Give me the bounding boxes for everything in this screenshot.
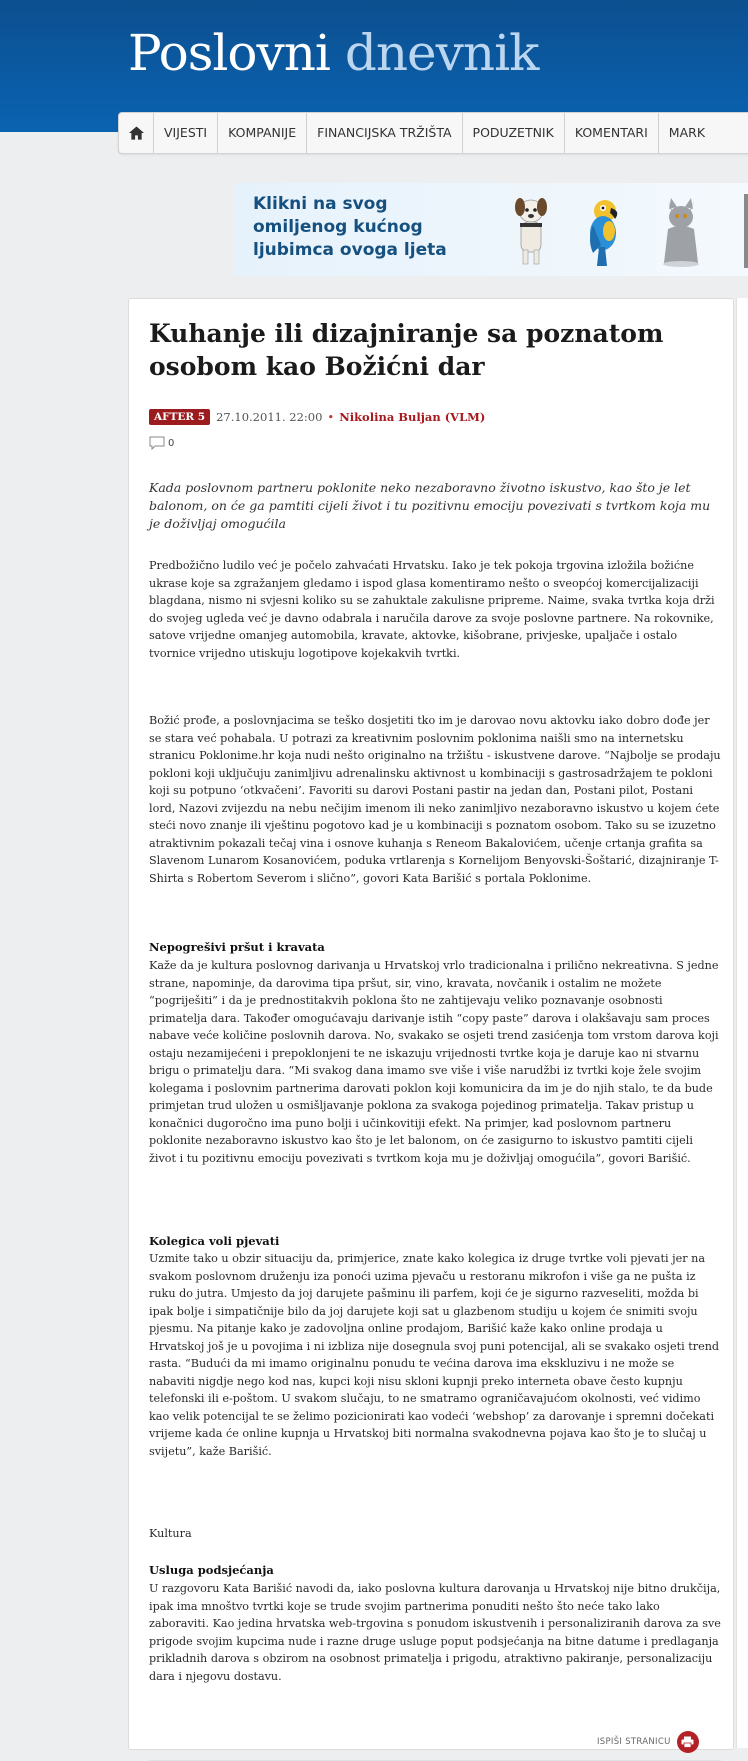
comments-link[interactable]	[149, 436, 174, 450]
parrot-image	[581, 195, 631, 267]
cat-image	[658, 195, 704, 267]
meta-separator: •	[327, 410, 335, 424]
nav-item-komentari[interactable]: KOMENTARI	[564, 113, 658, 153]
nav-item-poduzetnik[interactable]: PODUZETNIK	[462, 113, 564, 153]
article-paragraph: Božić prođe, a poslovnjacima se teško dosjetiti tko im je darovao novu aktovku iako dobro dođe jer se stara već pohabala. U potrazi za kreativnim poslovnim poklonima naišli smo na internetsku stranicu Poklonime.hr koja nudi nešto originalno na tržištu - iskustvene darove. “Najbolje se prodaju pokloni koji uključuju zanimljivu adrenalinsku aktivnost u kombinaciji s gastrosadržajem te pokloni koji su potpuno ‘otkvačeni’. Favoriti su darovi Postani pastir na jedan dan, Postani pilot, Postani lord, Nazovi zvijezdu na nebu nečijim imenom ili neko zanimljivo nezaboravno iskustvo u kojem ćete steći novo znanje ili vještinu pogotovo kad je u kombinaciji s poznatom osobom. Tako su se izuzetno atraktivnim pokazali tečaj vina i osnove kuhanja s Reneom Bakalovićem, učenje crtanja grafita sa Slavenom Lunarom Kosanovićem, poduka vrtlarenja s Kornelijom Benyovski-Šoštarić, dizajniranje T-Shirta s Robertom Severom i slično”, govori Kata Barišić s portala Poklonime.	[149, 714, 721, 885]
nav-home-button[interactable]	[119, 126, 153, 140]
print-icon	[677, 1731, 699, 1753]
article-title: Kuhanje ili dizajniranje sa poznatom osobom kao Božićni dar	[149, 319, 664, 381]
article-paragraph: U razgovoru Kata Barišić navodi da, iako poslovna kultura darovanja u Hrvatskoj nije bitno drukčija, ipak ima mnoštvo tvrtki koje se trude svojim partnerima ponuditi nešto što neće tako lako zaboraviti. Kao jedina hrvatska web-trgovina s ponudom iskustvenih i personaliziranih darova za sve prigode svojim kupcima nude i razne druge usluge poput podsjećanja na bitne datume i predlaganja prikladnih darova s obzirom na osobnost primatelja i prigodu, atraktivno pakiranje, personalizaciju dara i njegovu dostavu.	[149, 1582, 721, 1683]
ad-edge	[744, 194, 748, 268]
print-label: ISPIŠI STRANICU	[597, 1737, 671, 1747]
ad-text: Klikni na svog omiljenog kućnog ljubimca ovoga ljeta	[253, 194, 447, 260]
logo-word-1: Poslovni	[128, 24, 330, 82]
article-paragraph: Kaže da je kultura poslovnog darivanja u Hrvatskoj vrlo tradicionalna i prilično nekreativna. S jedne strane, napominje, da darovima tipa pršut, sir, vino, kravata, novčanik i ostalim ne možete “pogriješiti” i da je prednostitakvih poklona što ne zahtijevaju veliko poznavanje osobnosti primatelja dara. Također omogućavaju darivanje istih “copy paste” darova i olakšavaju sam proces nabave veće količine poslovnih darova. No, svakako se osjeti trend zasićenja tom vrstom darova koji ostaju nezamijećeni i prepoklonjeni te ne iskazuju vrijednosti tvrtke koja je daruje kao ni stvarnu brigu o primatelju dara. “Mi svakog dana imamo sve više i više narudžbi iz tvrtki koje žele svojim kolegama i poslovnim partnerima darovati poklon koji komunicira da im je do njih stalo, te da bude primjetan trud uložen u osmišljavanje poklona za svakoga pojedinog primatelja. Takav pristup u konačnici dugoročno ima puno bolji i učinkovitiji efekt. Na primjer, kad poslovnom partneru poklonite nezaboravno iskustvo kao što je let balonom, on će zasigurno to iskustvo pamtiti cijeli život i tu pozitivnu emociju povezivati s tvrtkom koja mu je doživljaj omogućila”, govori Barišić.	[149, 959, 719, 1165]
right-column-edge	[736, 298, 748, 1748]
article-subheading: Nepogrešivi pršut i kravata	[149, 940, 325, 954]
nav-item-vijesti[interactable]: VIJESTI	[153, 113, 217, 153]
article-paragraph: Predbožično ludilo već je počelo zahvaćati Hrvatsku. Iako je tek pokoja trgovina izložila božićne ukrase koje sa zgražanjem gledamo i ispod glasa komentiramo nešto o sveopćoj komercijalizaciji blagdana, nismo ni svjesni koliko su se zahuktale zakulisne pripreme. Naime, svaka tvrtka koja drži do svojeg ugleda već je davno odabrala i naručila darove za svoje poslovne partnere. Na rokovnike, satove vrijedne omanjeg automobila, kravate, aktovke, kišobrane, privjeske, upaljače i ostalo tvornice vrijedno utiskuju logotipove kojekakvih tvrtki.	[149, 559, 715, 660]
ad-banner[interactable]	[233, 183, 748, 276]
article-lead: Kada poslovnom partneru poklonite neko nezaboravno životno iskustvo, kao što je let balonom, on će ga pamtiti cijeli život i tu pozitivnu emociju povezivati s tvrtkom koja mu je doživljaj omogućila	[149, 480, 711, 531]
nav-item-mark[interactable]: MARK	[658, 113, 715, 153]
nav-item-kompanije[interactable]: KOMPANIJE	[217, 113, 306, 153]
comment-icon	[149, 436, 165, 450]
article-meta	[149, 409, 485, 425]
article-date: 27.10.2011. 22:00	[216, 410, 323, 424]
comments-count: 0	[168, 437, 175, 449]
article-category-label: Kultura	[149, 1527, 192, 1540]
article-card	[128, 298, 734, 1750]
main-nav	[118, 112, 748, 154]
article-subheading: Usluga podsjećanja	[149, 1563, 274, 1577]
nav-item-financijska-trzista[interactable]: FINANCIJSKA TRŽIŠTA	[306, 113, 461, 153]
article-author[interactable]: Nikolina Buljan (VLM)	[339, 410, 486, 424]
print-page-button[interactable]	[597, 1731, 699, 1753]
article-paragraph: Uzmite tako u obzir situaciju da, primjerice, znate kako kolegica iz druge tvrtke voli pjevati jer na svakom poslovnom druženju iza ponoći uzima pjevaču u restoranu mikrofon i više ga ne pušta iz ruku do jutra. Umjesto da joj darujete pašminu ili parfem, koji će je sigurno razveseliti, možda bi ipak bolje i simpatičnije bilo da joj darujete koji sat u glazbenom studiju u kojem će snimiti svoju pjesmu. Na pitanje kako je zadovoljna online prodajom, Barišić kaže kako online prodaja u Hrvatskoj još je u povojima i ni izbliza nije dosegnula svoj puni potencijal, ali se svakako osjeti trend rasta. “Budući da mi imamo originalnu ponudu te većina darova ima ekskluzivu i ne može se nabaviti nigdje nego kod nas, kupci koji nisu skloni kupnji preko interneta obave često kupnju telefonski ili e-poštom. U svakom slučaju, to ne smatramo ograničavajućom okolnosti, već vidimo kao velik potencijal te se želimo pozicionirati kao vodeći ‘webshop’ za darovanje i spremni dočekati vrijeme kada će online kupnja u Hrvatskoj biti normalna svakodnevna pojava kao što je to slučaj u svijetu”, kaže Barišić.	[149, 1252, 720, 1458]
section-badge[interactable]: AFTER 5	[149, 409, 210, 425]
site-logo[interactable]	[128, 24, 539, 82]
logo-word-2: dnevnik	[344, 24, 539, 82]
article-subheading: Kolegica voli pjevati	[149, 1234, 280, 1248]
home-icon	[129, 126, 144, 140]
dog-image	[508, 195, 554, 267]
